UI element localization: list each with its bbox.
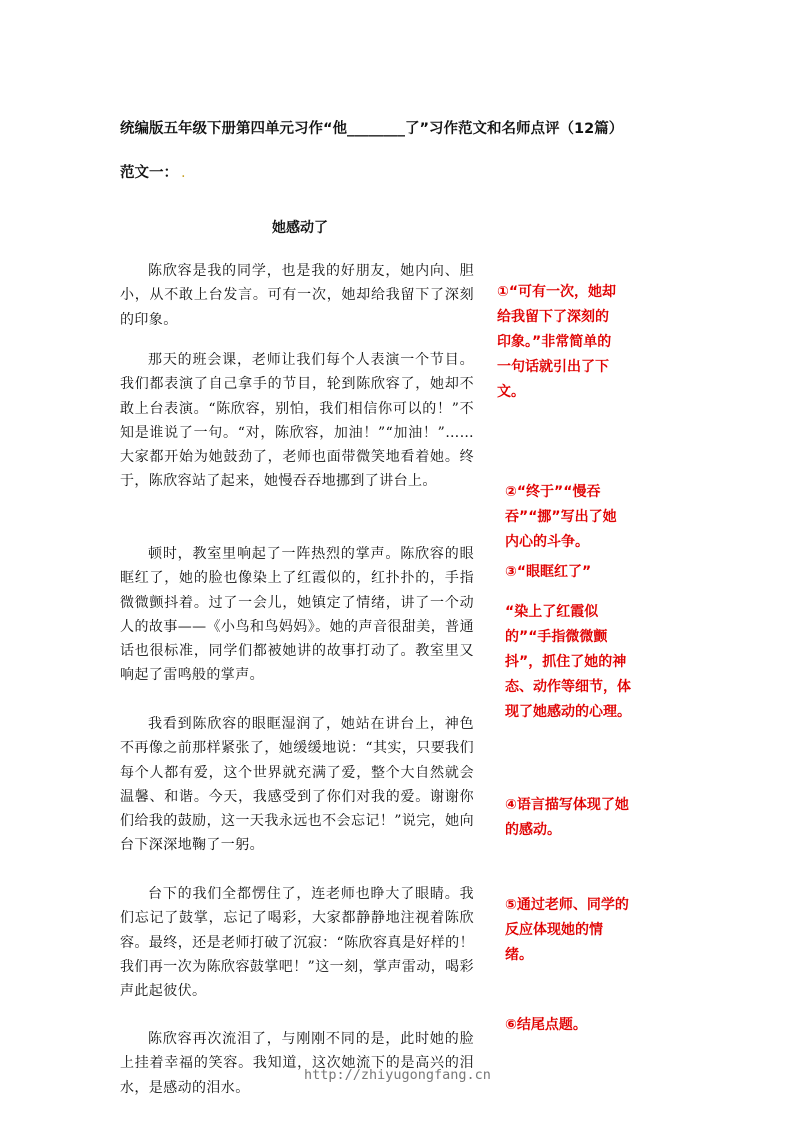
essay-paragraph-3: 顿时，教室里响起了一阵热烈的掌声。陈欣容的眼眶红了，她的脸也像染上了红霞似的，红扑扑的，手指微微颤抖着。过了一会儿，她镇定了情绪，讲了一个动人的故事——《小鸟和鸟妈妈》。她的声音很甜美，普通话也很标准，同学们都被她讲的故事打动了。教室里又响起了雷鸣般的掌声。 — [120, 546, 474, 684]
essay-title: 她感动了 — [272, 220, 328, 236]
comment-4: “染上了红霞似的”“手指微微颤抖”，抓住了她的神态、动作等细节，体现了她感动的心理。 — [505, 604, 631, 720]
comment-7: ⑥结尾点题。 — [505, 1017, 587, 1033]
essay-paragraph-1: 陈欣容是我的同学，也是我的好朋友，她内向、胆小，从不敢上台发言。可有一次，她却给我留下了深刻的印象。 — [120, 263, 474, 328]
watermark-url: http://zhiyugongfang.cn — [304, 1067, 491, 1083]
comment-3: ③“眼眶红了” — [505, 564, 592, 580]
comment-5: ④语言描写体现了她的感动。 — [505, 797, 629, 838]
essay-paragraph-2: 那天的班会课，老师让我们每个人表演一个节目。我们都表演了自己拿手的节目，轮到陈欣容了，她却不敢上台表演。“陈欣容，别怕，我们相信你可以的！”不知是谁说了一句。“对，陈欣容，加油！”“加油！”……大家都开始为她鼓劲了，老师也面带微笑地看着她。终于，陈欣容站了起来，她慢吞吞地挪到了讲台上。 — [120, 352, 474, 490]
comment-1: ①“可有一次，她却给我留下了深刻的印象。”非常简单的一句话就引出了下文。 — [497, 284, 617, 400]
essay-paragraph-6: 陈欣容再次流泪了，与刚刚不同的是，此时她的脸上挂着幸福的笑容。我知道，这次她流下的是高兴的泪水，是感动的泪水。 — [120, 1031, 474, 1096]
comment-6: ⑤通过老师、同学的反应体现她的情绪。 — [505, 897, 629, 963]
essay-paragraph-4: 我看到陈欣容的眼眶湿润了，她站在讲台上，神色不再像之前那样紧张了，她缓缓地说：“其实，只要我们每个人都有爱，这个世界就充满了爱，整个大自然就会温馨、和谐。今天，我感受到了你们对我的爱。谢谢你们给我的鼓励，这一天我永远也不会忘记！”说完，她向台下深深地鞠了一躬。 — [120, 716, 474, 854]
section-mark: . — [181, 165, 186, 181]
essay-paragraph-5: 台下的我们全都愣住了，连老师也睁大了眼睛。我们忘记了鼓掌，忘记了喝彩，大家都静静地注视着陈欣容。最终，还是老师打破了沉寂：“陈欣容真是好样的！我们再一次为陈欣容鼓掌吧！”这一刻，掌声雷动，喝彩声此起彼伏。 — [120, 886, 474, 1000]
document-title: 统编版五年级下册第四单元习作“他________了”习作范文和名师点评（12篇） — [120, 121, 624, 137]
section-label — [120, 161, 186, 182]
comment-2: ②“终于”“慢吞吞”“挪”写出了她内心的斗争。 — [505, 484, 617, 550]
section-label-text: 范文一： — [120, 165, 178, 181]
